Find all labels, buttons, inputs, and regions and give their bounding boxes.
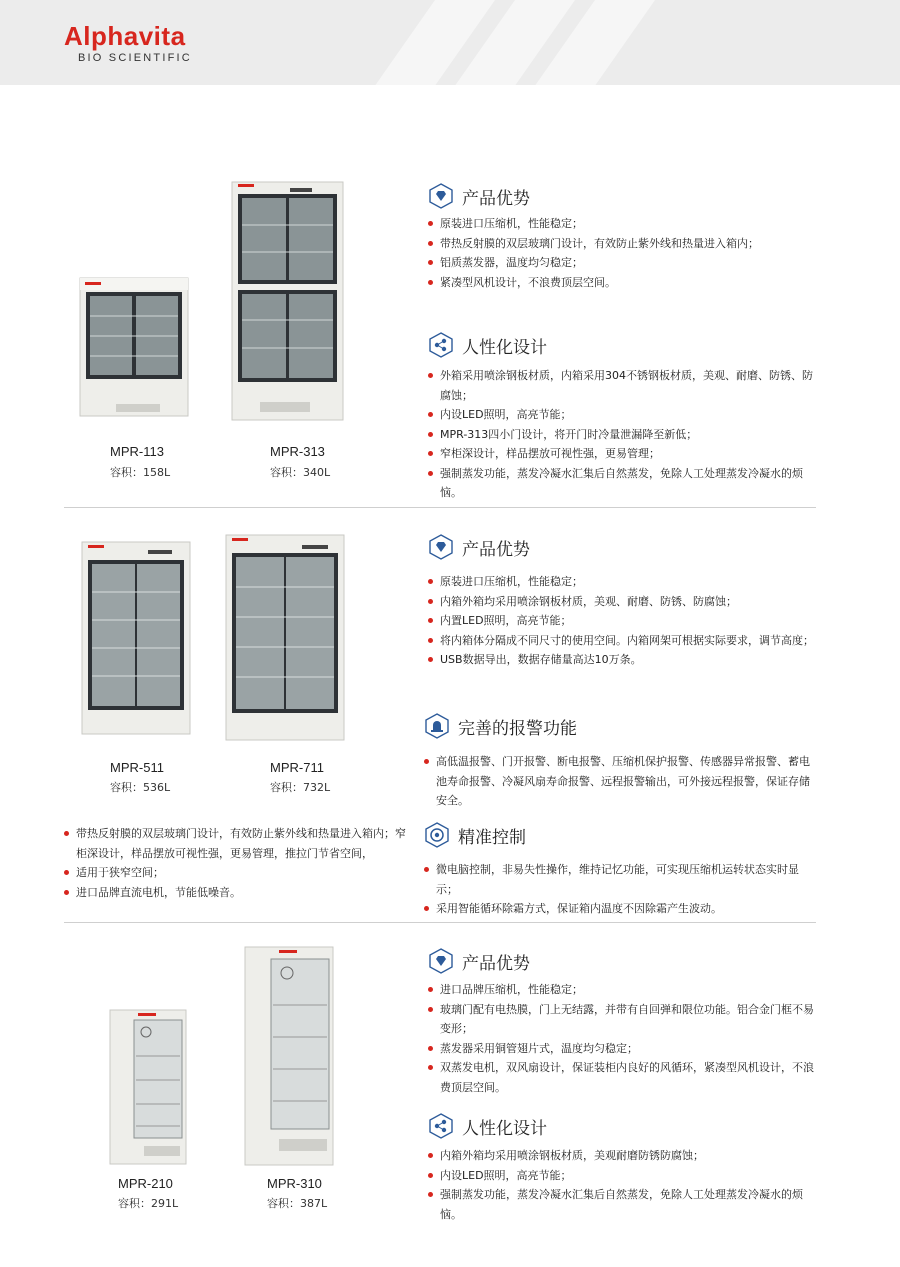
capacity-mpr-113: 容积：158L (110, 466, 171, 479)
model-mpr-313: MPR-313 (270, 444, 325, 459)
alarm-icon (424, 713, 450, 739)
diamond-icon (428, 948, 454, 974)
list-item: 带热反射膜的双层玻璃门设计，有效防止紫外线和热量进入箱内；窄柜深设计，样品摆放可视性强，更易管理，推拉门节省空间， (64, 824, 409, 863)
list-item: 内箱外箱均采用喷涂钢板材质，美观耐磨防锈防腐蚀； (428, 1146, 820, 1166)
list-item: 外箱采用喷涂钢板材质，内箱采用304不锈钢板材质，美观、耐磨、防锈、防腐蚀； (428, 366, 818, 405)
capacity-mpr-511: 容积：536L (110, 781, 171, 794)
list-item: 内置LED照明，高亮节能； (428, 611, 818, 631)
model-mpr-210: MPR-210 (118, 1176, 173, 1191)
model-mpr-310: MPR-310 (267, 1176, 322, 1191)
section2-alarm-title (424, 713, 577, 739)
section2-advantages-title (428, 534, 530, 560)
list-item: 窄柜深设计，样品摆放可视性强，更易管理； (428, 444, 818, 464)
list-item: 强制蒸发功能，蒸发冷凝水汇集后自然蒸发，免除人工处理蒸发冷凝水的烦恼。 (428, 464, 818, 503)
capacity-mpr-310: 容积：387L (267, 1197, 328, 1210)
section-divider (64, 507, 816, 508)
model-mpr-511: MPR-511 (110, 760, 164, 775)
list-item: 高低温报警、门开报警、断电报警、压缩机保护报警、传感器异常报警、蓄电池寿命报警、冷凝风扇寿命报警、远程报警输出，可外接远程报警，保证存储安全。 (424, 752, 820, 811)
list-item: USB数据导出，数据存储量高达10万条。 (428, 650, 818, 670)
fridge-mpr-511-image (80, 540, 192, 740)
fridge-mpr-113-image (78, 276, 190, 421)
section3-advantages-list (428, 980, 820, 1097)
section1-design-title (428, 332, 547, 358)
list-item: 内箱外箱均采用喷涂钢板材质，美观、耐磨、防锈、防腐蚀； (428, 592, 818, 612)
section2-advantages-list (428, 572, 818, 670)
model-mpr-711: MPR-711 (270, 760, 324, 775)
brand-logo (64, 22, 192, 64)
capacity-mpr-210: 容积：291L (118, 1197, 179, 1210)
section2-control-title (424, 822, 526, 848)
capacity-mpr-313: 容积：340L (270, 466, 331, 479)
list-item: 带热反射膜的双层玻璃门设计，有效防止紫外线和热量进入箱内； (428, 234, 818, 254)
section3-design-title (428, 1113, 547, 1139)
page-header (0, 0, 900, 85)
list-item: 将内箱体分隔成不同尺寸的使用空间。内箱网架可根据实际要求，调节高度； (428, 631, 818, 651)
share-nodes-icon (428, 332, 454, 358)
list-item: 紧凑型风机设计，不浪费顶层空间。 (428, 273, 818, 293)
list-item: 微电脑控制，非易失性操作，维持记忆功能，可实现压缩机运转状态实时显示； (424, 860, 820, 899)
capacity-mpr-711: 容积：732L (270, 781, 331, 794)
list-item: 强制蒸发功能，蒸发冷凝水汇集后自然蒸发，免除人工处理蒸发冷凝水的烦恼。 (428, 1185, 820, 1224)
heading-text: 人性化设计 (462, 337, 547, 358)
section3-advantages-title (428, 948, 530, 974)
fridge-mpr-210-image (108, 1008, 188, 1168)
heading-text: 人性化设计 (462, 1118, 547, 1139)
list-item: 采用智能循环除霜方式，保证箱内温度不因除霜产生波动。 (424, 899, 820, 919)
diamond-icon (428, 183, 454, 209)
heading-text: 精准控制 (458, 827, 526, 848)
fridge-mpr-711-image (224, 533, 346, 748)
list-item: 蒸发器采用铜管翅片式，温度均匀稳定； (428, 1039, 820, 1059)
brand-subtitle: BIO SCIENTIFIC (78, 52, 192, 64)
section2-left-features-list (64, 824, 409, 902)
list-item: 原装进口压缩机，性能稳定； (428, 572, 818, 592)
heading-text: 完善的报警功能 (458, 718, 577, 739)
model-mpr-113: MPR-113 (110, 444, 164, 459)
diamond-icon (428, 534, 454, 560)
section2-alarm-list (424, 752, 820, 811)
list-item: 双蒸发电机，双风扇设计，保证装柜内良好的风循环，紧凑型风机设计，不浪费顶层空间。 (428, 1058, 820, 1097)
section2-control-list (424, 860, 820, 919)
section1-advantages-title (428, 183, 530, 209)
list-item: MPR-313四小门设计，将开门时冷量泄漏降至新低； (428, 425, 818, 445)
section-divider (64, 922, 816, 923)
section3-design-list (428, 1146, 820, 1224)
share-nodes-icon (428, 1113, 454, 1139)
fridge-mpr-313-image (230, 180, 345, 425)
heading-text: 产品优势 (462, 539, 530, 560)
heading-text: 产品优势 (462, 188, 530, 209)
list-item: 进口品牌直流电机，节能低噪音。 (64, 883, 409, 903)
target-icon (424, 822, 450, 848)
list-item: 进口品牌压缩机，性能稳定； (428, 980, 820, 1000)
section1-advantages-list (428, 214, 818, 292)
list-item: 铝质蒸发器，温度均匀稳定； (428, 253, 818, 273)
list-item: 适用于狭窄空间； (64, 863, 409, 883)
list-item: 内设LED照明，高亮节能； (428, 405, 818, 425)
fridge-mpr-310-image (243, 945, 335, 1170)
brand-name: Alphavita (64, 21, 186, 51)
list-item: 玻璃门配有电热膜，门上无结露，并带有自回弹和限位功能。铝合金门框不易变形； (428, 1000, 820, 1039)
section1-design-list (428, 366, 818, 503)
list-item: 原装进口压缩机，性能稳定； (428, 214, 818, 234)
list-item: 内设LED照明，高亮节能； (428, 1166, 820, 1186)
heading-text: 产品优势 (462, 953, 530, 974)
